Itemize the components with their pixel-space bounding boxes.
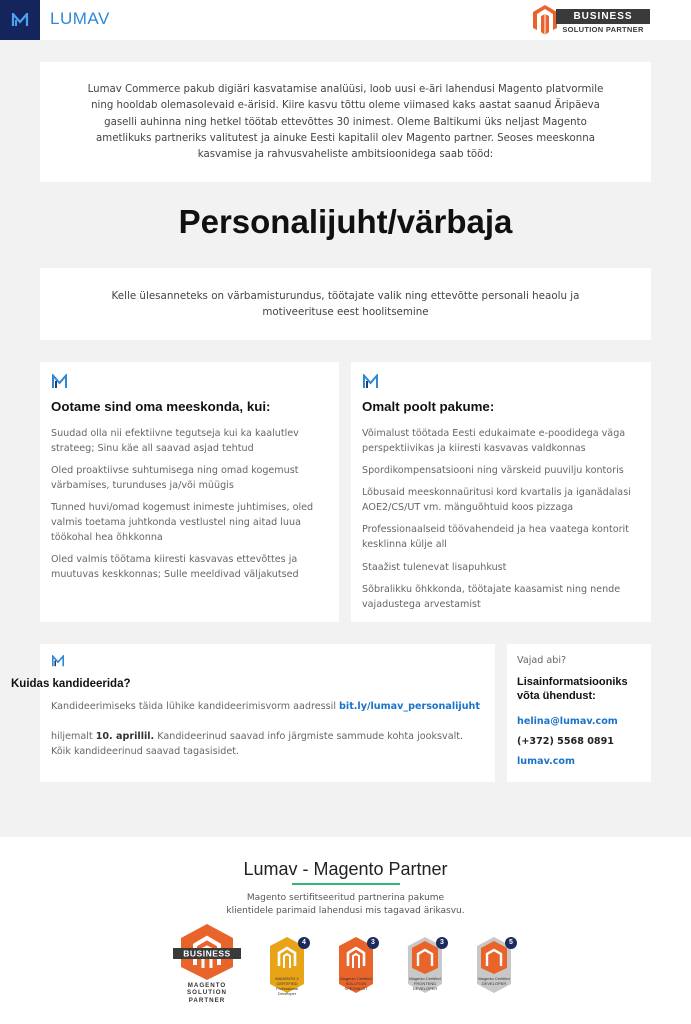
list-item: Tunned huvi/omad kogemust inimeste juhtimises, oled valmis toetama juhtkonda vestlustel ning aitad luua töökohal hea õhkkonna [51, 502, 314, 543]
footer-text-line-2: klientidele parimaid lahendusi mis tagavad ärikasvu. [226, 906, 465, 916]
requirements-list [51, 427, 329, 590]
lumav-m-icon [362, 374, 379, 389]
offers-list [362, 427, 641, 620]
application-form-link[interactable]: bit.ly/lumav_personalijuht [339, 701, 480, 712]
apply-deadline: 10. aprillil. [95, 731, 155, 742]
brand-name[interactable]: LUMAV [50, 9, 110, 28]
footer-text [0, 892, 691, 918]
job-title: Personalijuht/värbaja [178, 203, 513, 240]
lumav-m-icon [51, 374, 68, 389]
badge-banner: BUSINESS [556, 9, 650, 24]
list-item: Suudad olla nii efektiivne tegutseja kui ka kaalutlev strateeg; Sinu käe all saavad asjad tehtud [51, 428, 299, 454]
apply-next-steps: Kandideerinud saavad info järgmiste sammude kohta jooksvalt. [157, 731, 464, 742]
magento-business-partner-badge [170, 923, 244, 1005]
list-item: Professionaalseid töövahendeid ja hea vaatega kontorit kesklinna külje all [362, 524, 629, 551]
big-badge-banner: BUSINESS [183, 948, 231, 959]
cert-label: Magento Certified FRONTEND DEVELOPER [409, 976, 441, 991]
site-header [0, 0, 691, 40]
lumav-m-icon [11, 13, 29, 27]
list-item: Staažist tulenevat lisapuhkust [362, 561, 507, 573]
cert-label: Magento Certified SOLUTION SPECIALIST [340, 976, 372, 991]
list-item: Spordikompensatsiooni ning värskeid puuvilju kontoris [362, 465, 624, 477]
footer-text-line-1: Magento sertifitseeritud partnerina pakume [246, 893, 445, 903]
contact-phone[interactable]: (+372) 5568 0891 [517, 736, 614, 747]
requirements-title: Ootame sind oma meeskonda, kui: [51, 399, 271, 414]
footer-accent-line [292, 883, 400, 885]
summary-card [40, 268, 651, 340]
cert-count-badge: 3 [367, 937, 379, 949]
contact-website-link[interactable]: lumav.com [517, 756, 575, 767]
contact-email-link[interactable]: helina@lumav.com [517, 716, 618, 727]
big-badge-label: MAGENTO SOLUTION PARTNER [187, 982, 227, 1004]
list-item: Lõbusaid meeskonnaüritusi kord kvartalis ja iganädalasi AOE2/CS/UT vm. mänguõhtuid koos pizzaga [362, 487, 631, 514]
apply-line-2 [51, 730, 491, 760]
cert-badge-solution-specialist [336, 936, 376, 994]
cert-label: Magento Certified DEVELOPER [478, 976, 510, 986]
contact-pre: Vajad abi? [517, 655, 567, 666]
apply-instruction: Kandideerimiseks täida lühike kandideerimisvorm aadressil [51, 701, 336, 712]
cert-badge-m2-developer [267, 936, 307, 994]
apply-line-1 [51, 700, 491, 715]
footer [0, 837, 691, 1024]
cert-count-badge: 4 [298, 937, 310, 949]
lumav-m-icon [51, 655, 65, 667]
apply-feedback: Kõik kandideerinud saavad tagasisidet. [51, 745, 240, 757]
magento-hexagon-icon [170, 923, 244, 981]
offers-title: Omalt poolt pakume: [362, 399, 495, 414]
contact-card [507, 644, 651, 782]
apply-deadline-prefix: hiljemalt [51, 731, 93, 742]
badge-subtitle: SOLUTION PARTNER [562, 25, 644, 34]
cert-badge-developer [474, 936, 514, 994]
cert-label: MAGENTO 2 CERTIFIED Professional Developer [275, 976, 299, 996]
intro-text: Lumav Commerce pakub digiäri kasvatamise analüüsi, loob uusi e-äri lahendusi Magento platvormile ning hooldab olemasolevaid e-ärisid. Kiire kasvu tõttu oleme viimased kaks aastat saanud Äripäeva gaselli auhinna ning hetkel töötab ettevõttes 30 inimest. Oleme Baltikumi üks neljast Magento ametlikuks partneriks valitutest ja ainuke Eesti kapitalil olev Magento partner. Seoses meeskonna kasvamise ja rahvusvaheliste ambitsioonidega saab tööd: [87, 84, 604, 161]
list-item: Oled proaktiivse suhtumisega ning omad kogemust värbamises, turunduses ja/või müügis [51, 465, 299, 491]
contact-heading: Lisainformatsiooniks võta ühendust: [517, 676, 628, 702]
cert-count-badge: 3 [436, 937, 448, 949]
magento-icon [532, 4, 558, 36]
list-item: Oled valmis töötama kiiresti kasvavas ettevõttes ja muutuvas keskkonnas; Sulle meeldivad väljakutsed [51, 554, 299, 580]
requirements-card [40, 362, 339, 622]
business-solution-partner-badge [532, 4, 652, 38]
summary-text: Kelle ülesanneteks on värbamisturundus, töötajate valik ning ettevõtte personali heaolu ja motiveerituse eest hoolitsemine [111, 290, 580, 319]
intro-card [40, 62, 651, 182]
list-item: Võimalust töötada Eesti edukaimate e-poodidega väga perspektiivikas ja kiiresti kasvavas valdkonnas [362, 428, 626, 454]
offers-card [351, 362, 651, 622]
list-item: Sõbralikku õhkkonda, töötajate kaasamist ning nende vajadustega arvestamist [362, 583, 621, 610]
cert-badge-frontend-developer [405, 936, 445, 994]
lumav-logo-box[interactable] [0, 0, 40, 40]
apply-title: Kuidas kandideerida? [11, 678, 131, 690]
footer-title: Lumav - Magento Partner [243, 859, 448, 879]
cert-count-badge: 5 [505, 937, 517, 949]
